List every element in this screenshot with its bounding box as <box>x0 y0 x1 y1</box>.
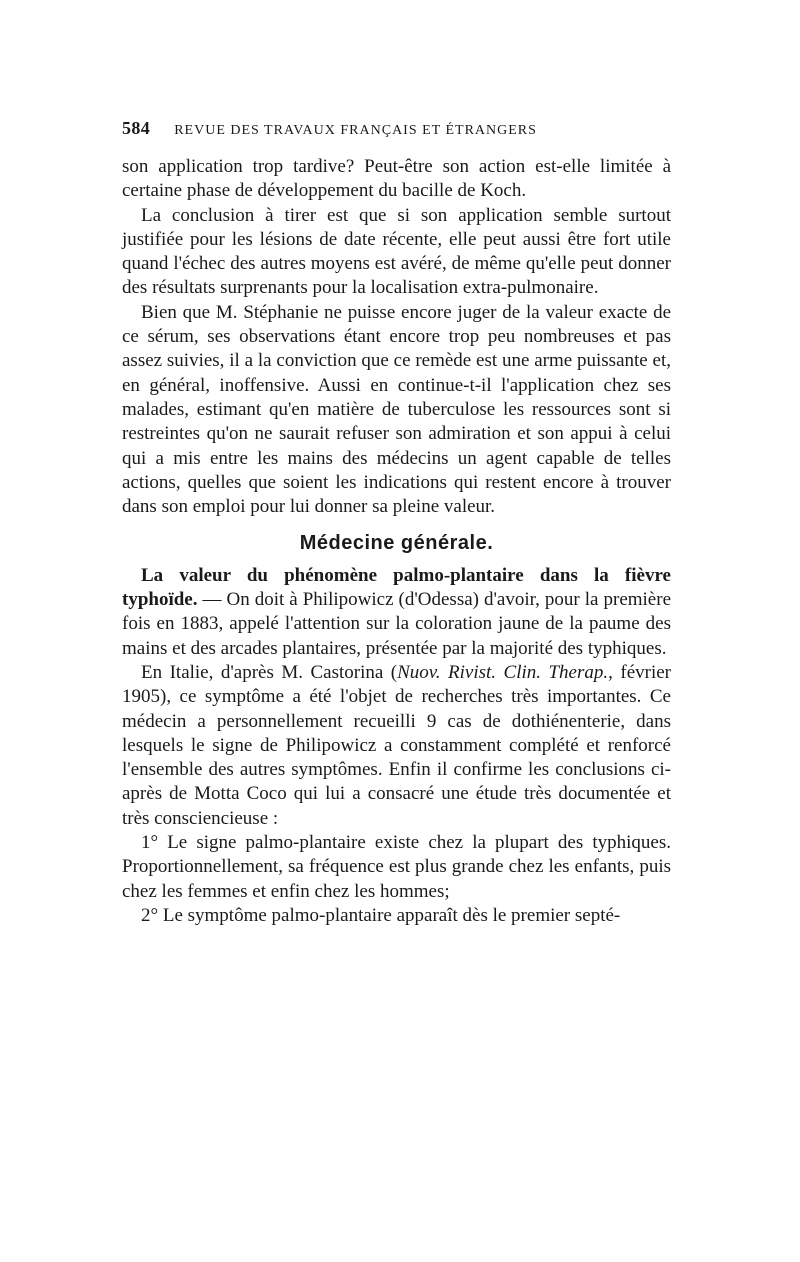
page-header <box>122 118 682 139</box>
article-paragraph <box>122 661 671 831</box>
body-text <box>122 155 671 928</box>
journal-citation: Nuov. Rivist. Clin. Therap. <box>397 661 609 683</box>
running-title: REVUE DES TRAVAUX FRANÇAIS ET ÉTRANGERS <box>174 123 537 138</box>
paragraph: son application trop tardive? Peut-être son action est-elle limitée à certaine phase de développement du bacille de Koch. <box>122 156 671 202</box>
list-item: 2° Le symptôme palmo-plantaire apparaît dès le premier septé- <box>141 904 621 926</box>
list-item: 1° Le signe palmo-plantaire existe chez la plupart des typhiques. Proportionnellement, sa fréquence est plus grande chez les enfants, puis chez les femmes et enfin chez les hommes; <box>122 832 671 902</box>
paragraph: La conclusion à tirer est que si son application semble surtout justifiée pour les lésions de date récente, elle peut aussi être fort utile quand l'échec des autres moyens est avéré, de même qu'elle peut donner des résultats surprenants pour la localisation extra-pulmonaire. <box>122 204 671 299</box>
section-heading: Médecine générale. <box>299 532 494 555</box>
article-title: La valeur du phénomène palmo-plantaire dans la fièvre typhoïde. <box>122 564 671 611</box>
article-text: — On doit à Philipowicz (d'Odessa) d'avoir, pour la première fois en 1883, appelé l'attention sur la coloration jaune de la paume des mains et des arcades plantaires, présentée par la majorité des typhiques. <box>122 589 671 659</box>
article-paragraph <box>122 564 671 661</box>
page-number: 584 <box>122 118 151 138</box>
article-text: , février 1905), ce symptôme a été l'objet de recherches très importantes. Ce médecin a personnellement recueilli 9 cas de dothiénenterie, dans lesquels le signe de Philipowicz a constamment complété et renforcé l'ensemble des autres symptômes. Enfin il confirme les conclusions ci-après de Motta Coco qui lui a consacré une étude très documentée et très consciencieuse : <box>122 661 671 829</box>
paragraph: Bien que M. Stéphanie ne puisse encore juger de la valeur exacte de ce sérum, ses observations étant encore trop peu nombreuses et pas assez suivies, il a la conviction que ce remède est une arme puissante et, en général, inoffensive. Aussi en continue-t-il l'application chez ses malades, estimant qu'en matière de tuberculose les ressources sont si restreintes qu'on ne saurait refuser son admiration et son appui à celui qui a mis entre les mains des médecins un agent capable de telles actions, quelles que soient les indications qui restent encore à trouver dans son emploi pour lui donner sa pleine valeur. <box>122 301 671 518</box>
article-text: En Italie, d'après M. Castorina ( <box>141 661 398 683</box>
